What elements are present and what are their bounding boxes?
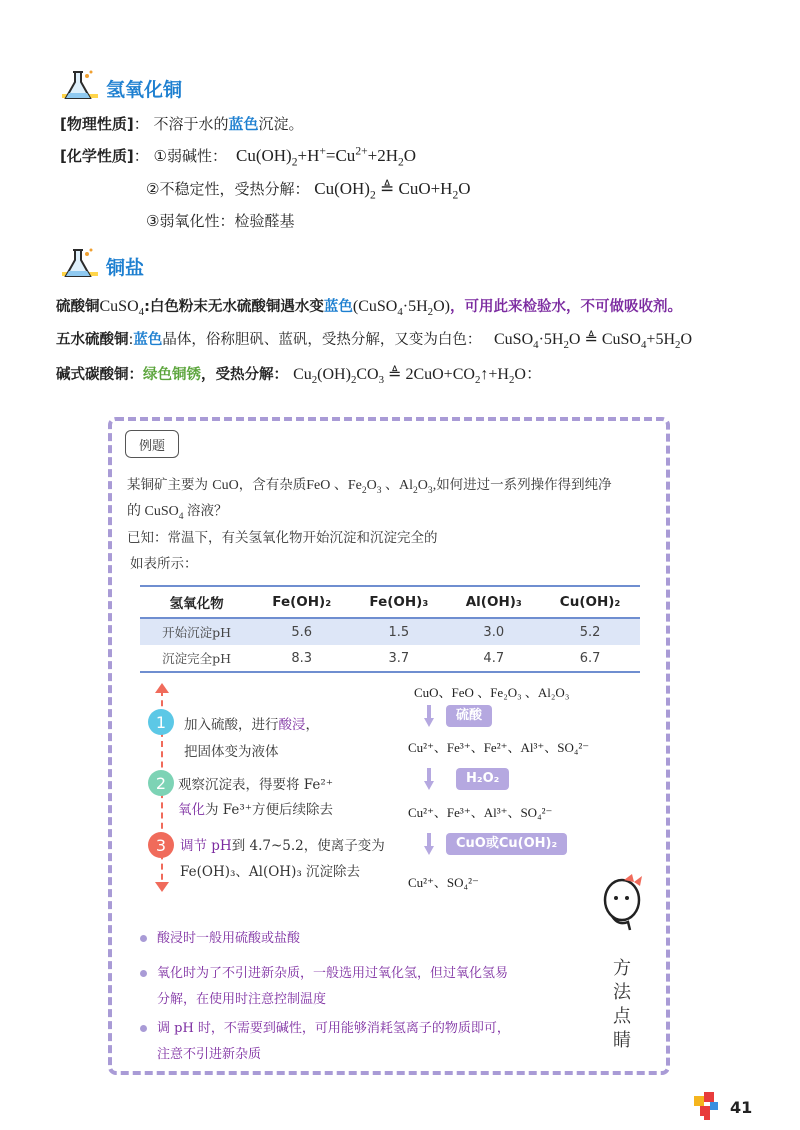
step-1-line-1 xyxy=(184,713,319,733)
tip-text: 酸浸时一般用硫酸或盐酸 xyxy=(157,931,301,946)
cuso4-formula: CuSO$_4$ xyxy=(99,298,145,319)
step-highlight: 酸浸 xyxy=(278,717,306,733)
table-cell: 5.6 xyxy=(291,624,313,640)
question-text: 如何进过一系列操作得到纯净 xyxy=(436,477,612,493)
table-header-row xyxy=(140,586,640,618)
equation-decomposition: $Cu(OH)_2$ ≜ $CuO+H_2O$ xyxy=(314,179,471,202)
bullet-icon xyxy=(140,1025,147,1032)
tip-3 xyxy=(140,1017,510,1036)
table-cell: 沉淀完全pH xyxy=(162,651,232,666)
hydroxide-ph-table xyxy=(140,585,640,673)
known-line-2: 如表所示： xyxy=(130,556,198,572)
page-logo-icon xyxy=(690,1090,722,1122)
physical-text-end: 沉淀。 xyxy=(258,115,304,133)
chemical-property-line: [化学性质]： ①弱碱性： $Cu(OH)_2+H^+=Cu^{2+}+2H_2O$ xyxy=(60,144,417,169)
tip-3-line-2: 注意不引进新杂质 xyxy=(157,1047,262,1062)
equation-weak-base: $Cu(OH)_2+H^+=Cu^{2+}+2H_2O$ xyxy=(231,144,417,169)
step-1-line-2: 把固体变为液体 xyxy=(184,744,279,760)
question-text: 某铜矿主要为 xyxy=(127,477,208,493)
section-title: 氢氧化铜 xyxy=(106,79,183,101)
table-row xyxy=(140,618,640,645)
table-header: 氢氧化物 xyxy=(169,596,224,612)
flow-after-2: Cu²⁺、Fe³⁺、Al³⁺、SO₄²⁻ xyxy=(408,805,553,820)
table-row xyxy=(140,645,640,672)
known-line-1: 已知：常温下，有关氢氧化物开始沉淀和沉淀完全的 xyxy=(127,530,438,546)
flow-arrow-icon xyxy=(424,833,434,855)
chemical-label: [化学性质] xyxy=(60,147,134,165)
property-3-line xyxy=(146,210,294,231)
property-3-label: ③弱氧化性： xyxy=(146,212,235,230)
step-highlight: 氧化 xyxy=(178,802,205,818)
table-cell: 3.7 xyxy=(388,650,410,666)
cuso4-text: :白色粉末无水硫酸铜遇水变 xyxy=(144,299,324,315)
pentahydrate-line: 五水硫酸铜:蓝色晶体，俗称胆矾、蓝矾，受热分解，又变为白色： $CuSO_4\cdot 5H_2O$ ≜ $CuSO_4+5H_2O$ xyxy=(56,331,692,352)
table-cell: 5.2 xyxy=(579,624,601,640)
flow-after-3: Cu²⁺、SO₄²⁻ xyxy=(408,875,479,890)
question-text: ，含有杂质 xyxy=(238,477,307,493)
page-number: 41 xyxy=(730,1098,753,1117)
copper-sulfate-line xyxy=(56,295,682,319)
arrow-down-icon xyxy=(155,882,169,892)
blue-highlight: 蓝色 xyxy=(228,115,259,133)
step-text: ， xyxy=(305,717,319,733)
reagent-hydrogen-peroxide: H₂O₂ xyxy=(456,768,509,790)
step-text: 到 4.7~5.2，使离子变为 xyxy=(231,838,385,854)
table-header: Al(OH)₃ xyxy=(465,594,522,610)
pentahydrate-text: 晶体，俗称胆矾、蓝矾，受热分解，又变为白色： xyxy=(162,332,482,348)
blue-highlight: 蓝色 xyxy=(323,299,353,315)
pentahydrate-label: 五水硫酸铜 xyxy=(56,332,129,348)
flow-arrow-icon xyxy=(424,705,434,727)
step-text: 加入硫酸，进行 xyxy=(184,717,279,733)
pentahydrate-formula: $(CuSO_4\cdot 5H_2O)$ xyxy=(352,298,450,319)
flask-icon xyxy=(60,68,100,106)
basic-carbonate-label: 碱式碳酸铜 xyxy=(56,367,129,383)
step-highlight: 调节 pH xyxy=(180,838,232,854)
tip-text: 调 pH 时，不需要到碱性，可用能够消耗氢离子的物质即可， xyxy=(157,1021,510,1036)
question-text: 溶液？ xyxy=(187,503,228,519)
bullet-icon xyxy=(140,970,147,977)
flow-after-1: Cu²⁺、Fe³⁺、Fe²⁺、Al³⁺、SO₄²⁻ xyxy=(408,740,590,755)
tip-text: 氧化时为了不引进新杂质，一般选用过氧化氢，但过氧化氢易 xyxy=(157,966,509,981)
green-highlight: 绿色铜锈 xyxy=(143,367,201,383)
tip-1 xyxy=(140,927,300,946)
basic-carbonate-line: 碱式碳酸铜：绿色铜锈，受热分解： $Cu_2(OH)_2CO_3$ ≜ $2CuO+CO_2↑+H_2O$： xyxy=(56,366,542,387)
step-text: 为 Fe³⁺方便后续除去 xyxy=(205,802,333,818)
method-tip-label: 方法点睛 xyxy=(613,958,631,1051)
table-cell: 8.3 xyxy=(291,650,313,666)
flow-arrow-icon xyxy=(424,768,434,790)
table-cell: 开始沉淀pH xyxy=(162,625,232,640)
table-cell: 4.7 xyxy=(483,650,505,666)
step-3-line-2: Fe(OH)₃、Al(OH)₃ 沉淀除去 xyxy=(180,864,361,880)
reagent-copper-oxide: CuO或Cu(OH)₂ xyxy=(446,833,567,855)
step-number: 1 xyxy=(148,709,174,735)
cuso4-label: 硫酸铜 xyxy=(56,299,100,315)
step-2-line-1: 观察沉淀表，得要将 Fe²⁺ xyxy=(178,777,333,793)
step-number: 2 xyxy=(148,770,174,796)
physical-text: 不溶于水的 xyxy=(153,115,229,133)
example-tag: 例题 xyxy=(125,430,179,458)
equation-basic-carbonate: $Cu_2(OH)_2CO_3$ ≜ $2CuO+CO_2↑+H_2O$： xyxy=(293,366,542,387)
tip-2-line-2: 分解，在使用时注意控制温度 xyxy=(157,992,327,1007)
step-3-line-1 xyxy=(180,834,385,854)
question-line-1: 某铜矿主要为 CuO，含有杂质FeO 、$Fe_2O_3$ 、$Al_2O_3$,如何进过一系列操作得到纯净 xyxy=(127,477,612,496)
property-1-label: ①弱碱性： xyxy=(153,147,227,165)
question-line-2: 的 CuSO$_4$ 溶液？ xyxy=(127,503,228,522)
cuso4-note: ，可用此来检验水，不可做吸收剂。 xyxy=(449,299,682,315)
flow-start: CuO、FeO 、Fe₂O₃ 、Al₂O₃ xyxy=(414,685,570,700)
section-heading-copper-hydroxide xyxy=(60,66,182,106)
table-header: Fe(OH)₃ xyxy=(369,594,429,610)
arrow-up-icon xyxy=(155,683,169,693)
physical-label: [物理性质] xyxy=(60,115,134,133)
section-heading-copper-salts xyxy=(60,244,144,284)
equation-pentahydrate: $CuSO_4\cdot 5H_2O$ ≜ $CuSO_4+5H_2O$ xyxy=(486,331,692,352)
table-cell: 3.0 xyxy=(483,624,505,640)
reagent-sulfuric-acid: 硫酸 xyxy=(446,705,492,727)
table-cell: 6.7 xyxy=(579,650,601,666)
bullet-icon xyxy=(140,935,147,942)
table-header: Fe(OH)₂ xyxy=(272,594,332,610)
flask-icon xyxy=(60,246,100,284)
table-header: Cu(OH)₂ xyxy=(559,594,621,610)
property-3-text: 检验醛基 xyxy=(234,212,295,230)
physical-property-line: [物理性质]： 不溶于水的蓝色沉淀。 xyxy=(60,115,304,133)
property-2-label: ②不稳定性，受热分解： xyxy=(146,180,310,198)
property-2-line xyxy=(146,178,471,202)
section-title: 铜盐 xyxy=(106,257,145,279)
basic-carbonate-text: ，受热分解： xyxy=(201,367,288,383)
thinking-character-icon xyxy=(598,872,650,932)
tip-2 xyxy=(140,962,508,981)
table-cell: 1.5 xyxy=(388,624,410,640)
step-number: 3 xyxy=(148,832,174,858)
blue-highlight: 蓝色 xyxy=(133,332,163,348)
step-2-line-2 xyxy=(178,798,333,818)
